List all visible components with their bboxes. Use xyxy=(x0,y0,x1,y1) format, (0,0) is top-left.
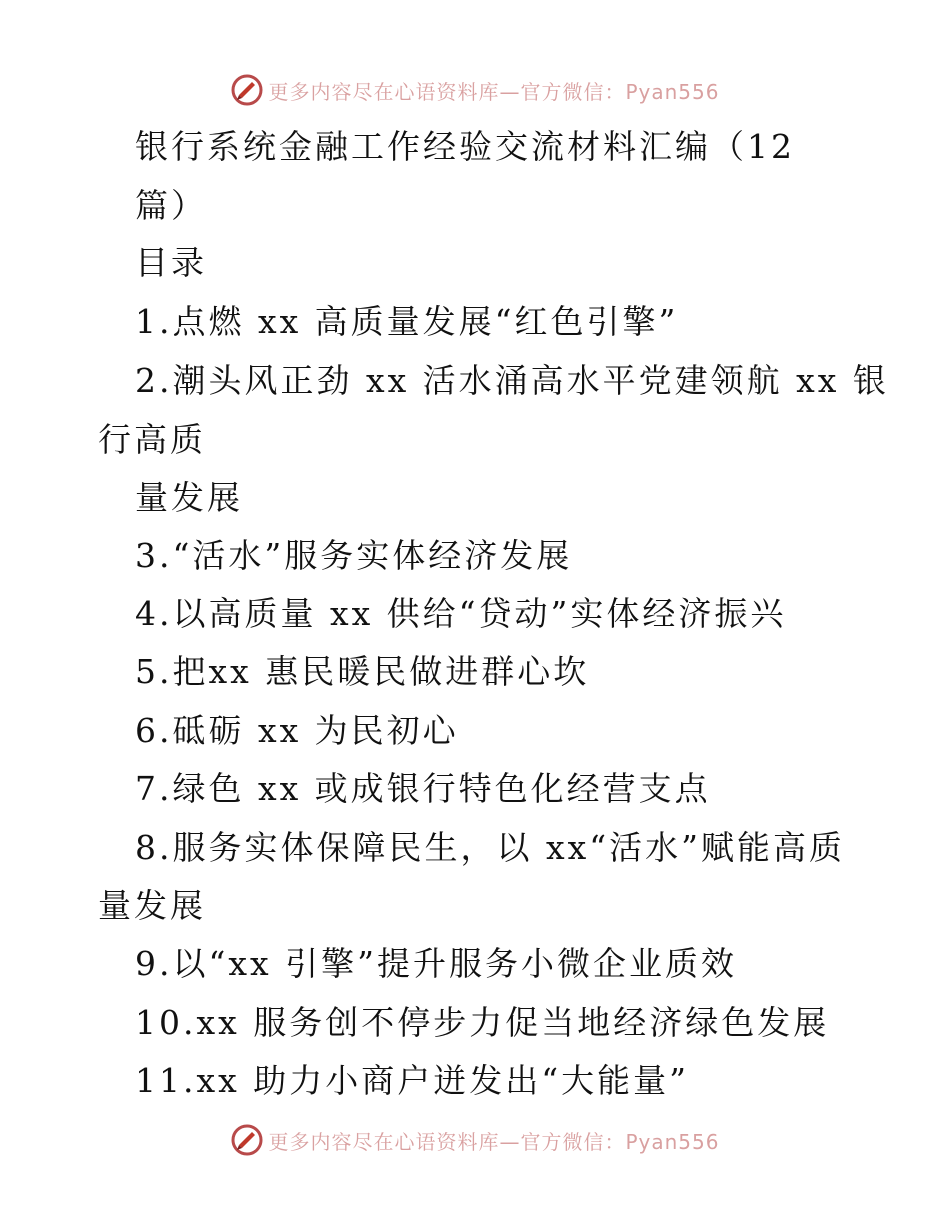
toc-item-7: 7.绿色 xx 或成银行特色化经营支点 xyxy=(135,769,711,808)
banner-text: 更多内容尽在心语资料库—官方微信：Pyan556 xyxy=(268,79,720,104)
toc-item-9: 9.以“xx 引擎”提升服务小微企业质效 xyxy=(135,944,737,983)
header-banner xyxy=(0,70,950,110)
toc-item-8: 8.服务实体保障民生，以 xx“活水”赋能高质 xyxy=(135,828,845,867)
toc-item-1: 1.点燃 xx 高质量发展“红色引擎” xyxy=(135,302,679,341)
toc-item-4: 4.以高质量 xx 供给“贷动”实体经济振兴 xyxy=(135,594,787,633)
doc-title-line-2: 篇） xyxy=(135,186,207,225)
toc-heading: 目录 xyxy=(135,243,207,282)
toc-item-5: 5.把xx 惠民暖民做进群心坎 xyxy=(135,652,590,691)
toc-item-10: 10.xx 服务创不停步力促当地经济绿色发展 xyxy=(135,1003,830,1042)
logo-icon xyxy=(230,73,264,107)
doc-title-line-1: 银行系统金融工作经验交流材料汇编（12 xyxy=(135,127,795,166)
toc-item-2: 2.潮头风正劲 xx 活水涌高水平党建领航 xx 银 xyxy=(135,361,889,400)
banner-text: 更多内容尽在心语资料库—官方微信：Pyan556 xyxy=(268,1129,720,1154)
toc-item-6: 6.砥砺 xx 为民初心 xyxy=(135,711,459,750)
toc-item-2-cont-2: 量发展 xyxy=(135,478,243,517)
logo-icon xyxy=(230,1123,264,1157)
toc-item-11: 11.xx 助力小商户迸发出“大能量” xyxy=(135,1061,689,1100)
toc-item-2-cont: 行高质 xyxy=(98,420,206,459)
footer-banner xyxy=(0,1120,950,1160)
toc-item-8-cont: 量发展 xyxy=(98,886,206,925)
toc-item-3: 3.“活水”服务实体经济发展 xyxy=(135,536,573,575)
